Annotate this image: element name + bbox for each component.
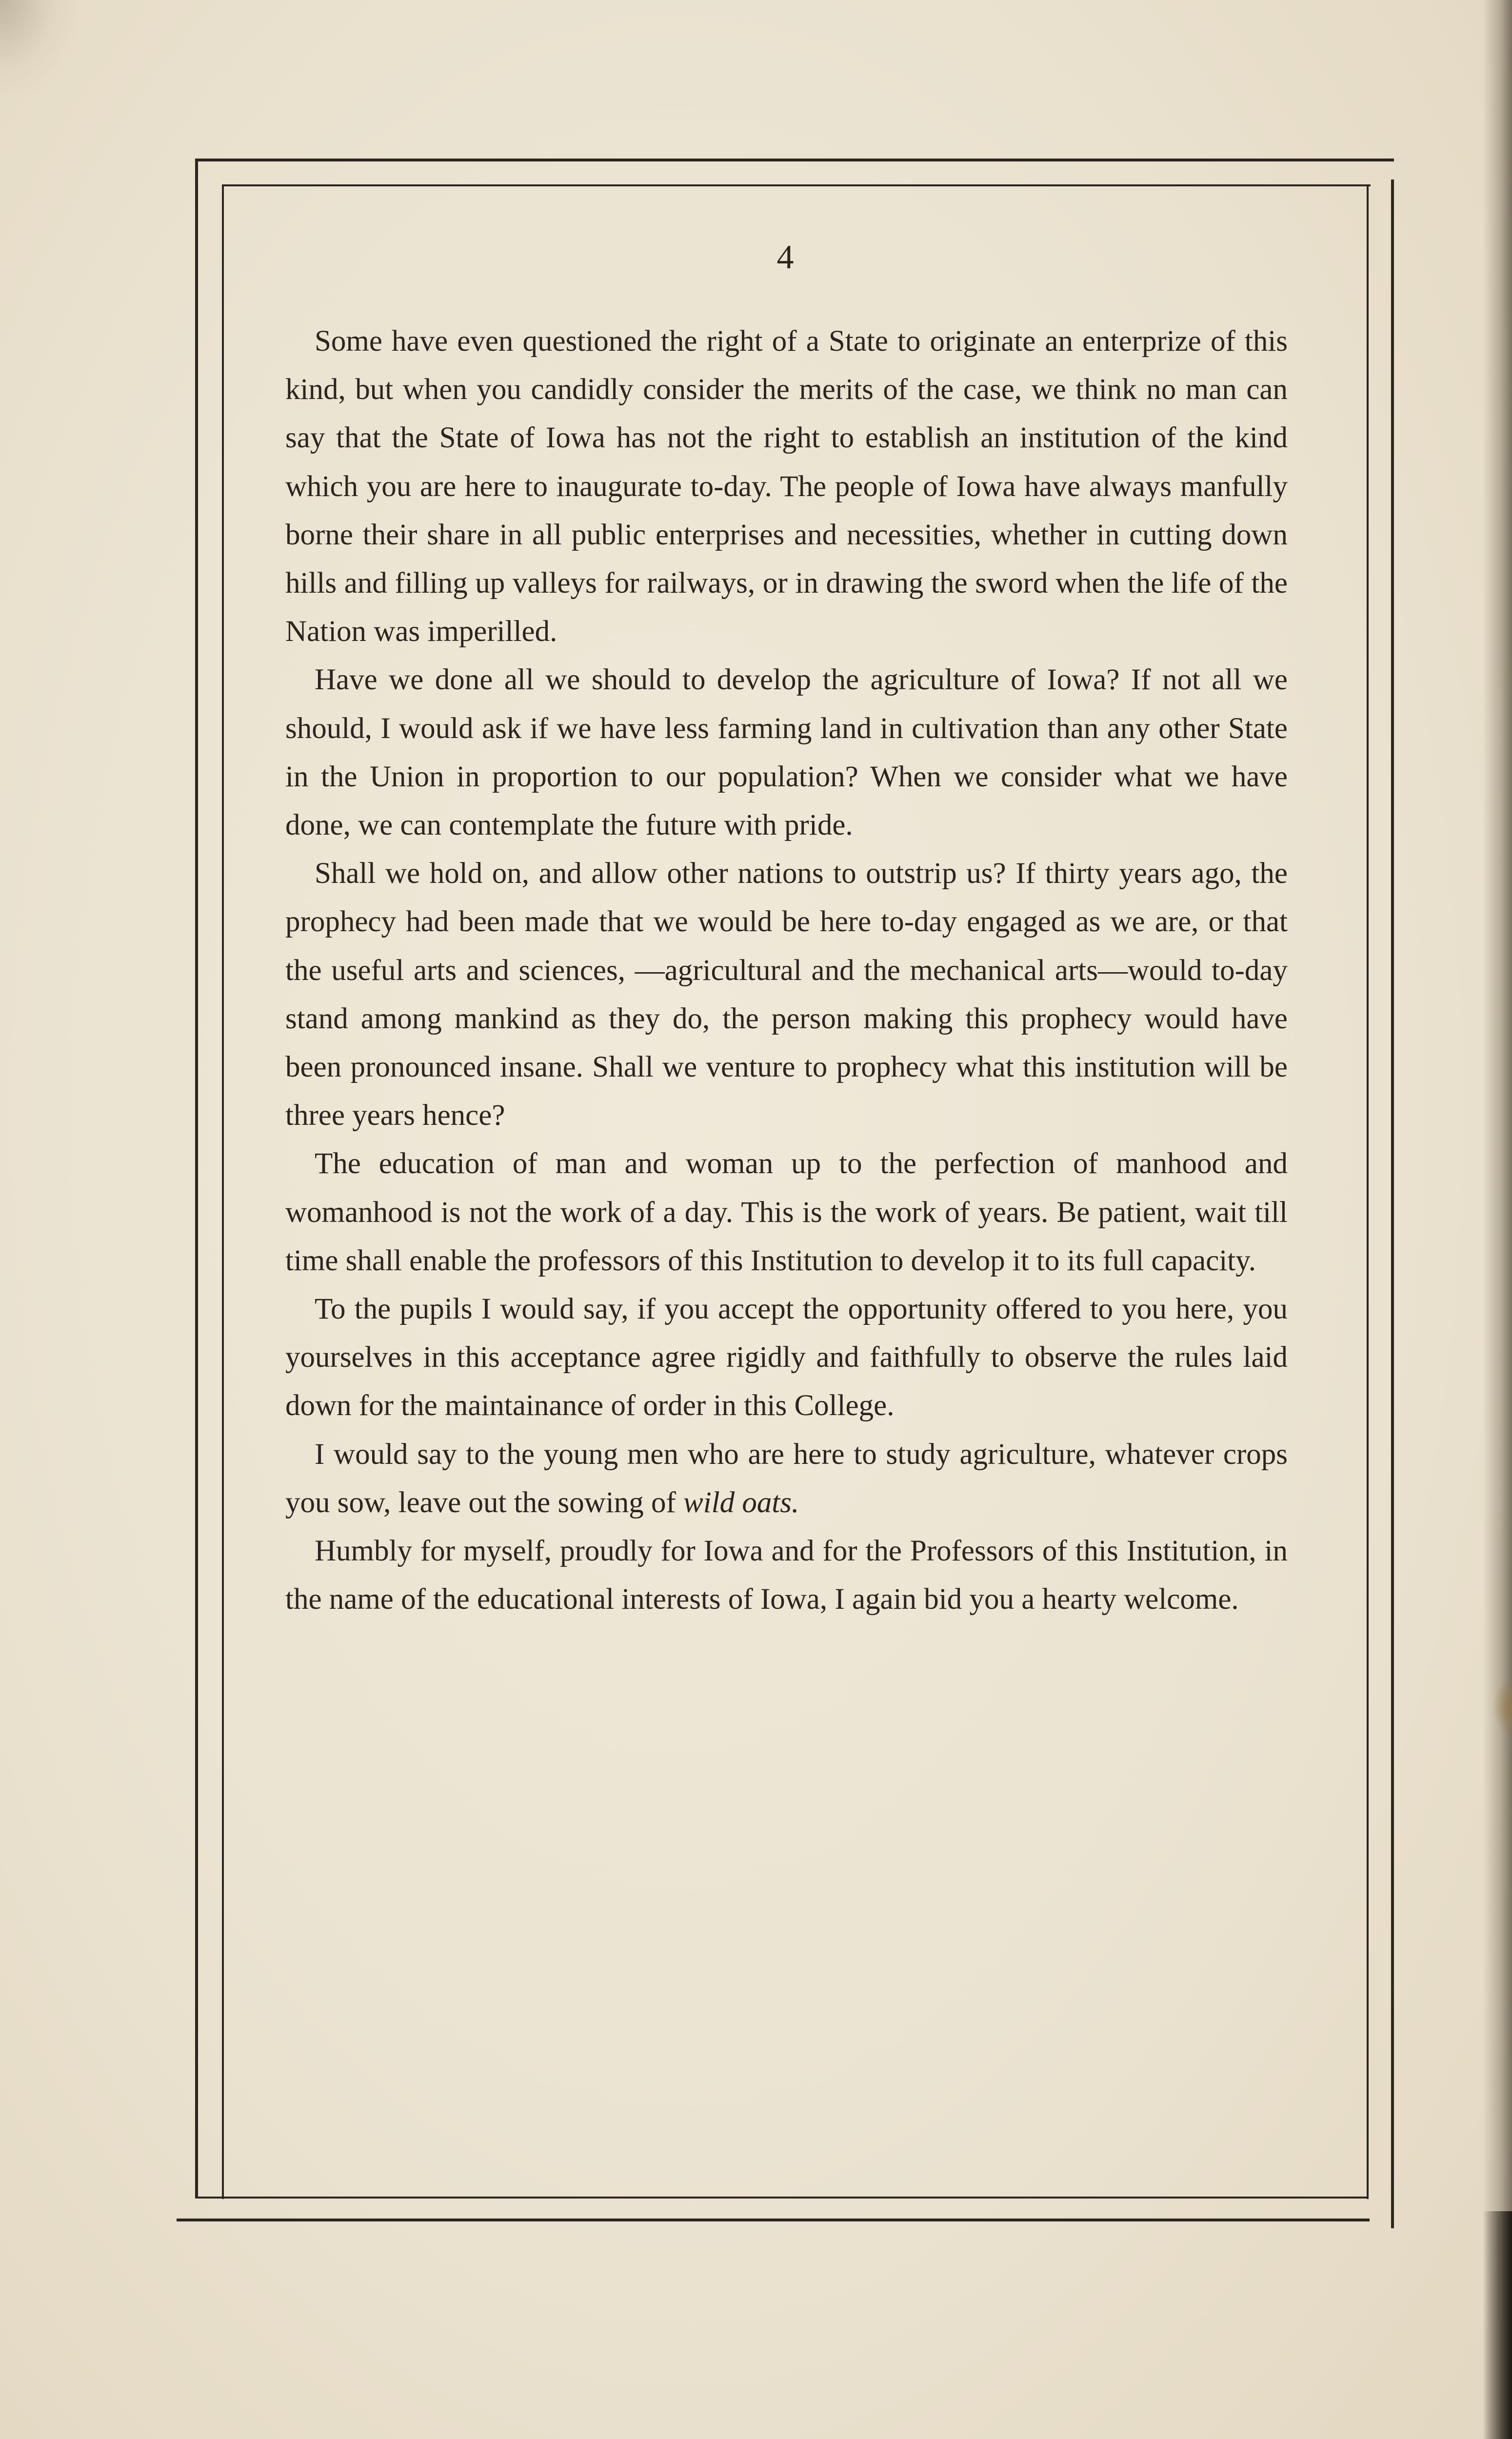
outer-frame-right <box>1391 180 1394 2228</box>
body-text <box>285 317 1288 2000</box>
paper-stain <box>0 0 78 98</box>
inner-frame-bottom <box>195 2197 1369 2199</box>
paragraph-3: Shall we hold on, and allow other nations to outstrip us? If thirty years ago, the prophecy had been made that we would be here to-day engaged as we are, or that the useful arts and sciences, —agricultural and the mechanical arts—would to-day stand among mankind as they do, the person making this prophecy would have been pronounced insane. Shall we venture to prophecy what this institution will be three years hence? <box>285 857 1288 1132</box>
inner-frame-top <box>222 184 1371 186</box>
inner-frame-right <box>1367 184 1369 2199</box>
paragraph-1: Some have even questioned the right of a State to originate an enterprize of this kind, but when you candidly consider the merits of the case, we think no man can say that the State of Iowa has not the right to establish an institution of the kind which you are here to inaugurate to-day. The people of Iowa have always manfully borne their share in all public enterprises and necessities, whether in cutting down hills and filling up valleys for railways, or in drawing the sword when the life of the Nation was imperilled. <box>285 325 1288 648</box>
paragraph-4: The education of man and woman up to the perfection of manhood and womanhood is not the work of a day. This is the work of years. Be patient, wait till time shall enable the professors of this Institution to develop it to its full capacity. <box>285 1147 1288 1277</box>
paragraph-6-emphasis: wild oats. <box>683 1486 799 1519</box>
binding-shadow-bottom <box>1483 2211 1512 2439</box>
paragraph-2: Have we done all we should to develop the agriculture of Iowa? If not all we should, I would ask if we have less farming land in cultivation than any other State in the Union in proportion to our population? When we consider what we have done, we can contemplate the future with pride. <box>285 663 1288 842</box>
paragraph-6-text: I would say to the young men who are here to study agriculture, whatever crops you sow, leave out the sowing of <box>285 1438 1288 1519</box>
page-tab-mark <box>1492 1678 1512 1737</box>
paragraph-6 <box>285 1430 1288 1527</box>
outer-frame-bottom <box>177 2219 1370 2221</box>
paragraph-7: Humbly for myself, proudly for Iowa and for the Professors of this Institution, in the name of the educational interests of Iowa, I again bid you a hearty welcome. <box>285 1535 1288 1616</box>
paragraph-5: To the pupils I would say, if you accept the opportunity offered to you here, you yourselves in this acceptance agree rigidly and faithfully to observe the rules laid down for the maintainance of order in this College. <box>285 1293 1288 1422</box>
inner-frame-left <box>222 184 224 2199</box>
outer-frame-top <box>195 159 1394 161</box>
outer-frame-left <box>195 159 198 2198</box>
binding-shadow <box>1483 0 1512 2439</box>
page-number: 4 <box>776 239 794 276</box>
